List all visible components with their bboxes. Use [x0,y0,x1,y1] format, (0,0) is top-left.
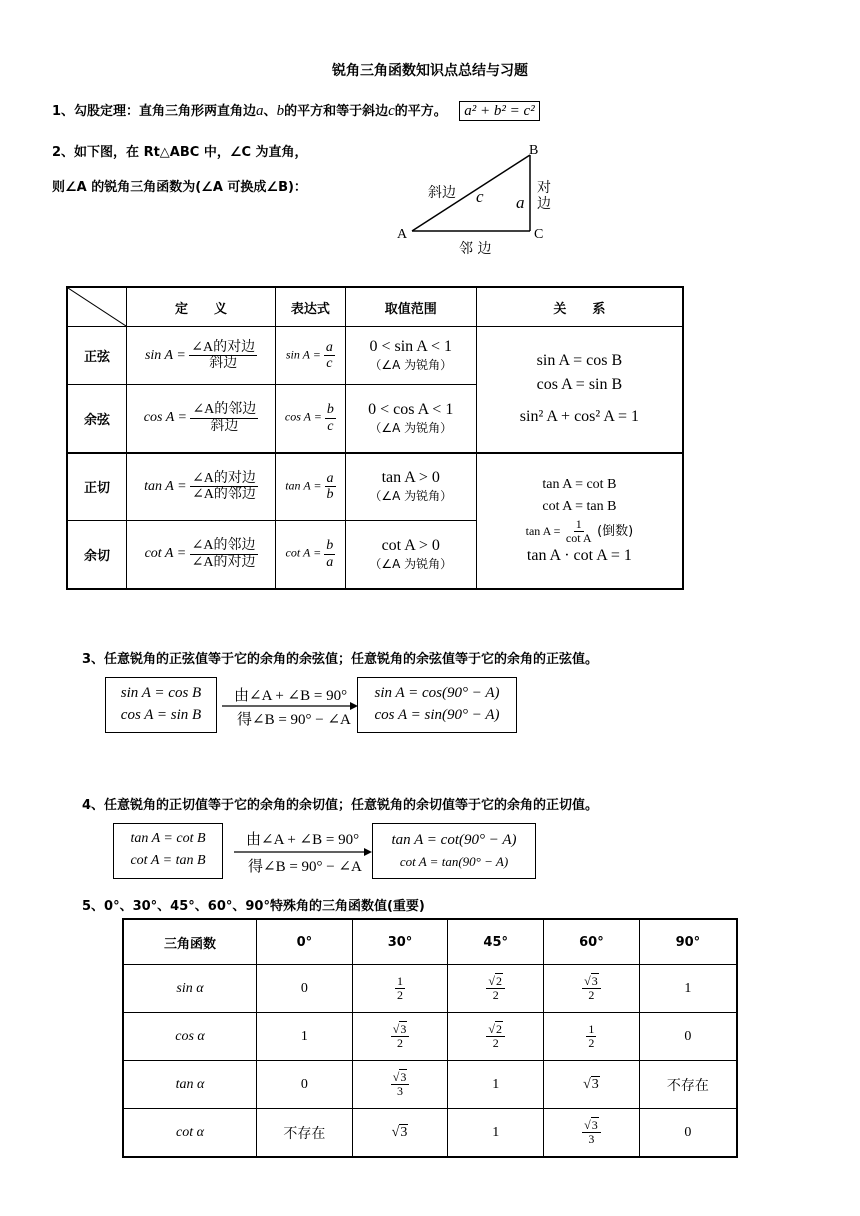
expr-cot [276,521,346,589]
item-1-pythagorean [52,100,540,120]
cot-60-num [582,1119,601,1133]
sin-30-num: 1 [397,973,404,988]
item-3-right-1: sin A = cos(90° − A) [374,685,500,701]
diagonal-header-cell [67,287,127,327]
expr-tan-num: a [326,470,334,486]
sin-60 [544,965,640,1013]
range-cot-value: cot A > 0 [381,536,440,554]
cot-60 [544,1109,640,1158]
cot-30 [352,1109,448,1158]
radical-icon: √ [583,1076,591,1092]
expr-tan-lhs: tan A = [285,478,322,493]
cos-30 [352,1013,448,1061]
row-label-sin-alpha: sin α [123,965,257,1013]
relation-sin-cos [476,327,683,453]
range-cot-note: （∠A 为锐角） [369,556,453,571]
row-label-cos-alpha: cos α [123,1013,257,1061]
item-4-left-2: cot A = tan B [130,853,206,868]
expr-tan-fraction [325,471,336,503]
item-3-arrow-bottom: 得∠B = 90° − ∠A [237,712,351,728]
def-cot-den: ∠A的对边 [191,554,256,570]
header-range: 取值范围 [345,287,476,327]
cos-30-radicand: 3 [400,1021,407,1036]
tan-30-den: 3 [397,1084,404,1098]
sin-45 [448,965,544,1013]
diagonal-line [68,288,126,326]
cot-30-radicand: 3 [400,1124,408,1140]
item-1-text-b: 的平方和等于斜边 [284,104,389,119]
expr-cot-lhs: cot A = [285,546,322,560]
table-row [123,1109,737,1158]
table-header-row [67,287,683,327]
header-expression: 表达式 [276,287,346,327]
item-4-arrow-bottom: 得∠B = 90° − ∠A [248,859,362,875]
item-3-text: 3、任意锐角的正弦值等于它的余角的余弦值；任意锐角的余弦值等于它的余角的正弦值。 [82,652,599,667]
cot-0: 不存在 [257,1109,353,1158]
tan-60 [544,1061,640,1109]
row-label-tan: 正切 [67,453,127,521]
expr-sin-fraction [324,340,335,372]
range-cos [345,385,476,453]
item-3-left-1: sin A = cos B [120,685,202,701]
relation-tan-cot-1: tan A = cot B [542,476,617,492]
var-b: b [276,103,285,119]
item-4-right-1: tan A = cot(90° − A) [391,832,517,848]
opposite-var: a [516,193,525,212]
tan-90: 不存在 [639,1061,737,1109]
adjacent-label: 邻 边 [459,241,492,257]
def-cos [127,385,276,453]
range-cos-value: 0 < cos A < 1 [368,400,454,418]
expr-cos-lhs: cos A = [284,410,322,424]
range-cos-note: （∠A 为锐角） [369,420,453,435]
row-label-cot-alpha: cot α [123,1109,257,1158]
tan-60-radicand: 3 [591,1076,599,1092]
expr-sin [276,327,346,385]
expr-sin-den: c [326,356,333,371]
sin-45-num [486,975,505,989]
item-3-left-2: cos A = sin B [120,707,202,723]
relation-tan-cot [476,453,683,589]
cot-90: 0 [639,1109,737,1158]
table-row [67,453,683,521]
def-cot [127,521,276,589]
table-header-row [123,919,737,965]
relation-sin-cos-3: sin² A + cos² A = 1 [519,408,640,426]
radical-icon: √ [392,1069,400,1084]
sin-60-fraction [582,975,601,1002]
cos-60 [544,1013,640,1061]
cos-45-fraction [486,1023,505,1050]
item-4-left-1: tan A = cot B [130,831,206,846]
item-3-left-box [105,677,217,733]
table-row [123,1061,737,1109]
def-cos-den: 斜边 [210,418,239,434]
header-90deg: 90° [639,919,737,965]
radical-icon: √ [392,1021,400,1036]
def-cot-fraction [190,538,258,570]
tan-30-num [391,1071,410,1085]
tan-45: 1 [448,1061,544,1109]
expr-cot-den: a [326,554,334,570]
item-4-left-box [113,823,223,879]
relation-tan-cot-4: tan A · cot A = 1 [526,547,632,565]
def-tan-num: ∠A的对边 [192,470,256,486]
def-cot-num: ∠A的邻边 [191,538,256,554]
def-sin-fraction [189,340,257,372]
range-tan [345,453,476,521]
tan-30-radicand: 3 [400,1069,407,1084]
cos-60-den: 2 [588,1036,595,1050]
tan-30 [352,1061,448,1109]
sin-30 [352,965,448,1013]
cos-45-den: 2 [492,1036,499,1050]
vertex-c-label: C [534,227,544,242]
relation-tan-cot-3 [477,518,682,545]
opposite-label-1: 对 [537,180,551,196]
range-sin-note: （∠A 为锐角） [369,358,453,372]
expr-cos-fraction [325,402,336,434]
row-label-tan-alpha: tan α [123,1061,257,1109]
item-3-right-box [357,677,517,733]
expr-tan [276,453,346,521]
def-tan-fraction [190,471,258,503]
header-0deg: 0° [257,919,353,965]
radical-icon: √ [488,1021,496,1036]
item-3-arrow-top: 由∠A + ∠B = 90° [234,688,348,704]
item-2-line-1: 2、如下图，在 Rt△ABC 中，∠C 为直角， [52,145,308,160]
opposite-label [537,180,551,212]
row-label-sin: 正弦 [67,327,127,385]
expr-cot-fraction [324,538,335,570]
relation-tan-cot-2: cot A = tan B [542,498,617,514]
def-cos-lhs: cos A = [143,410,187,426]
range-sin [345,327,476,385]
expr-sin-lhs: sin A = [285,347,321,362]
cos-45 [448,1013,544,1061]
cot-60-radicand: 3 [591,1117,598,1132]
relation-sin-cos-2: cos A = sin B [536,376,623,394]
item-3-right-2: cos A = sin(90° − A) [374,707,500,723]
item-4-arrow-top: 由∠A + ∠B = 90° [246,832,360,848]
vertex-a-label: A [397,227,408,242]
header-45deg: 45° [448,919,544,965]
def-tan-lhs: tan A = [144,478,187,494]
sin-90: 1 [639,965,737,1013]
relation-reciprocal-num: 1 [575,516,582,531]
row-label-cos: 余弦 [67,385,127,453]
var-c: c [388,103,395,119]
item-2-line-2: 则∠A 的锐角三角函数为(∠A 可换成∠B)： [52,180,307,195]
hypotenuse-var: c [476,187,484,206]
range-tan-value: tan A > 0 [381,469,440,487]
sin-60-den: 2 [588,988,595,1002]
item-1-sep: 、 [263,104,277,119]
item-1-text-c: 的平方。 [394,104,447,119]
sin-45-fraction [486,975,505,1002]
table-row [123,1013,737,1061]
item-4-text: 4、任意锐角的正切值等于它的余角的余切值；任意锐角的余切值等于它的余角的正切值。 [82,798,599,813]
cos-30-fraction [391,1023,410,1050]
def-sin-lhs: sin A = [144,347,186,363]
sin-60-num [582,975,601,989]
def-cos-num: ∠A的邻边 [192,402,257,418]
sin-30-den: 2 [397,988,404,1002]
def-sin-den: 斜边 [209,356,238,371]
cos-30-den: 2 [397,1036,404,1050]
relation-sin-cos-1: sin A = cos B [536,352,623,370]
expr-tan-den: b [326,487,334,503]
cos-0: 1 [257,1013,353,1061]
item-4-right-2: cot A = tan(90° − A) [399,854,509,869]
cos-60-num: 1 [588,1021,595,1036]
header-definition: 定 义 [127,287,276,327]
opposite-label-2: 边 [537,196,551,212]
page-title: 锐角三角函数知识点总结与习题 [332,63,528,79]
expr-cos [276,385,346,453]
hypotenuse-label: 斜边 [428,185,456,201]
radical-icon: √ [391,1124,400,1140]
pythagorean-formula: a² + b² = c² [459,101,539,121]
header-60deg: 60° [544,919,640,965]
range-tan-note: （∠A 为锐角） [369,489,453,504]
tan-0: 0 [257,1061,353,1109]
cot-60-fraction [582,1119,601,1146]
expr-cos-num: b [326,402,334,418]
sin-0: 0 [257,965,353,1013]
item-4-right-box [372,823,536,879]
sin-60-radicand: 3 [591,973,598,988]
trig-definition-table [66,286,684,590]
header-relation: 关 系 [476,287,683,327]
cot-45: 1 [448,1109,544,1158]
def-cot-lhs: cot A = [144,546,187,562]
def-tan [127,453,276,521]
cot-60-den: 3 [588,1132,595,1146]
item-1-text-a: 1、勾股定理：直角三角形两直角边 [52,104,257,119]
header-30deg: 30° [352,919,448,965]
vertex-b-label: B [529,143,539,158]
cos-30-num [391,1023,410,1037]
cos-45-num [486,1023,505,1037]
item-5-text: 5、0°、30°、45°、60°、90°特殊角的三角函数值(重要) [82,899,425,914]
cos-45-radicand: 2 [496,1021,503,1036]
header-function: 三角函数 [123,919,257,965]
def-tan-den: ∠A的邻边 [192,487,256,503]
sin-30-fraction [395,975,405,1002]
tan-30-fraction [391,1071,410,1098]
def-sin [127,327,276,385]
var-a: a [256,103,264,119]
sin-45-radicand: 2 [496,973,503,988]
radical-icon: √ [584,1117,591,1132]
expr-cot-num: b [326,538,334,554]
special-angles-table [122,918,738,1158]
relation-reciprocal-lhs: tan A = [525,523,561,538]
cos-90: 0 [639,1013,737,1061]
radical-icon: √ [488,973,496,988]
row-label-cot: 余切 [67,521,127,589]
table-row [123,965,737,1013]
sin-45-den: 2 [492,988,499,1002]
cos-60-fraction [586,1023,596,1050]
relation-reciprocal-den: cot A [565,531,592,545]
relation-reciprocal-note: (倒数) [597,523,634,539]
def-cos-fraction [190,402,258,434]
table-row [67,327,683,385]
expr-sin-num: a [325,339,333,355]
radical-icon: √ [584,973,591,988]
range-sin-value: 0 < sin A < 1 [369,338,452,355]
expr-cos-den: c [327,418,334,434]
relation-reciprocal-fraction [564,518,594,545]
def-sin-num: ∠A的对边 [191,339,256,355]
range-cot [345,521,476,589]
